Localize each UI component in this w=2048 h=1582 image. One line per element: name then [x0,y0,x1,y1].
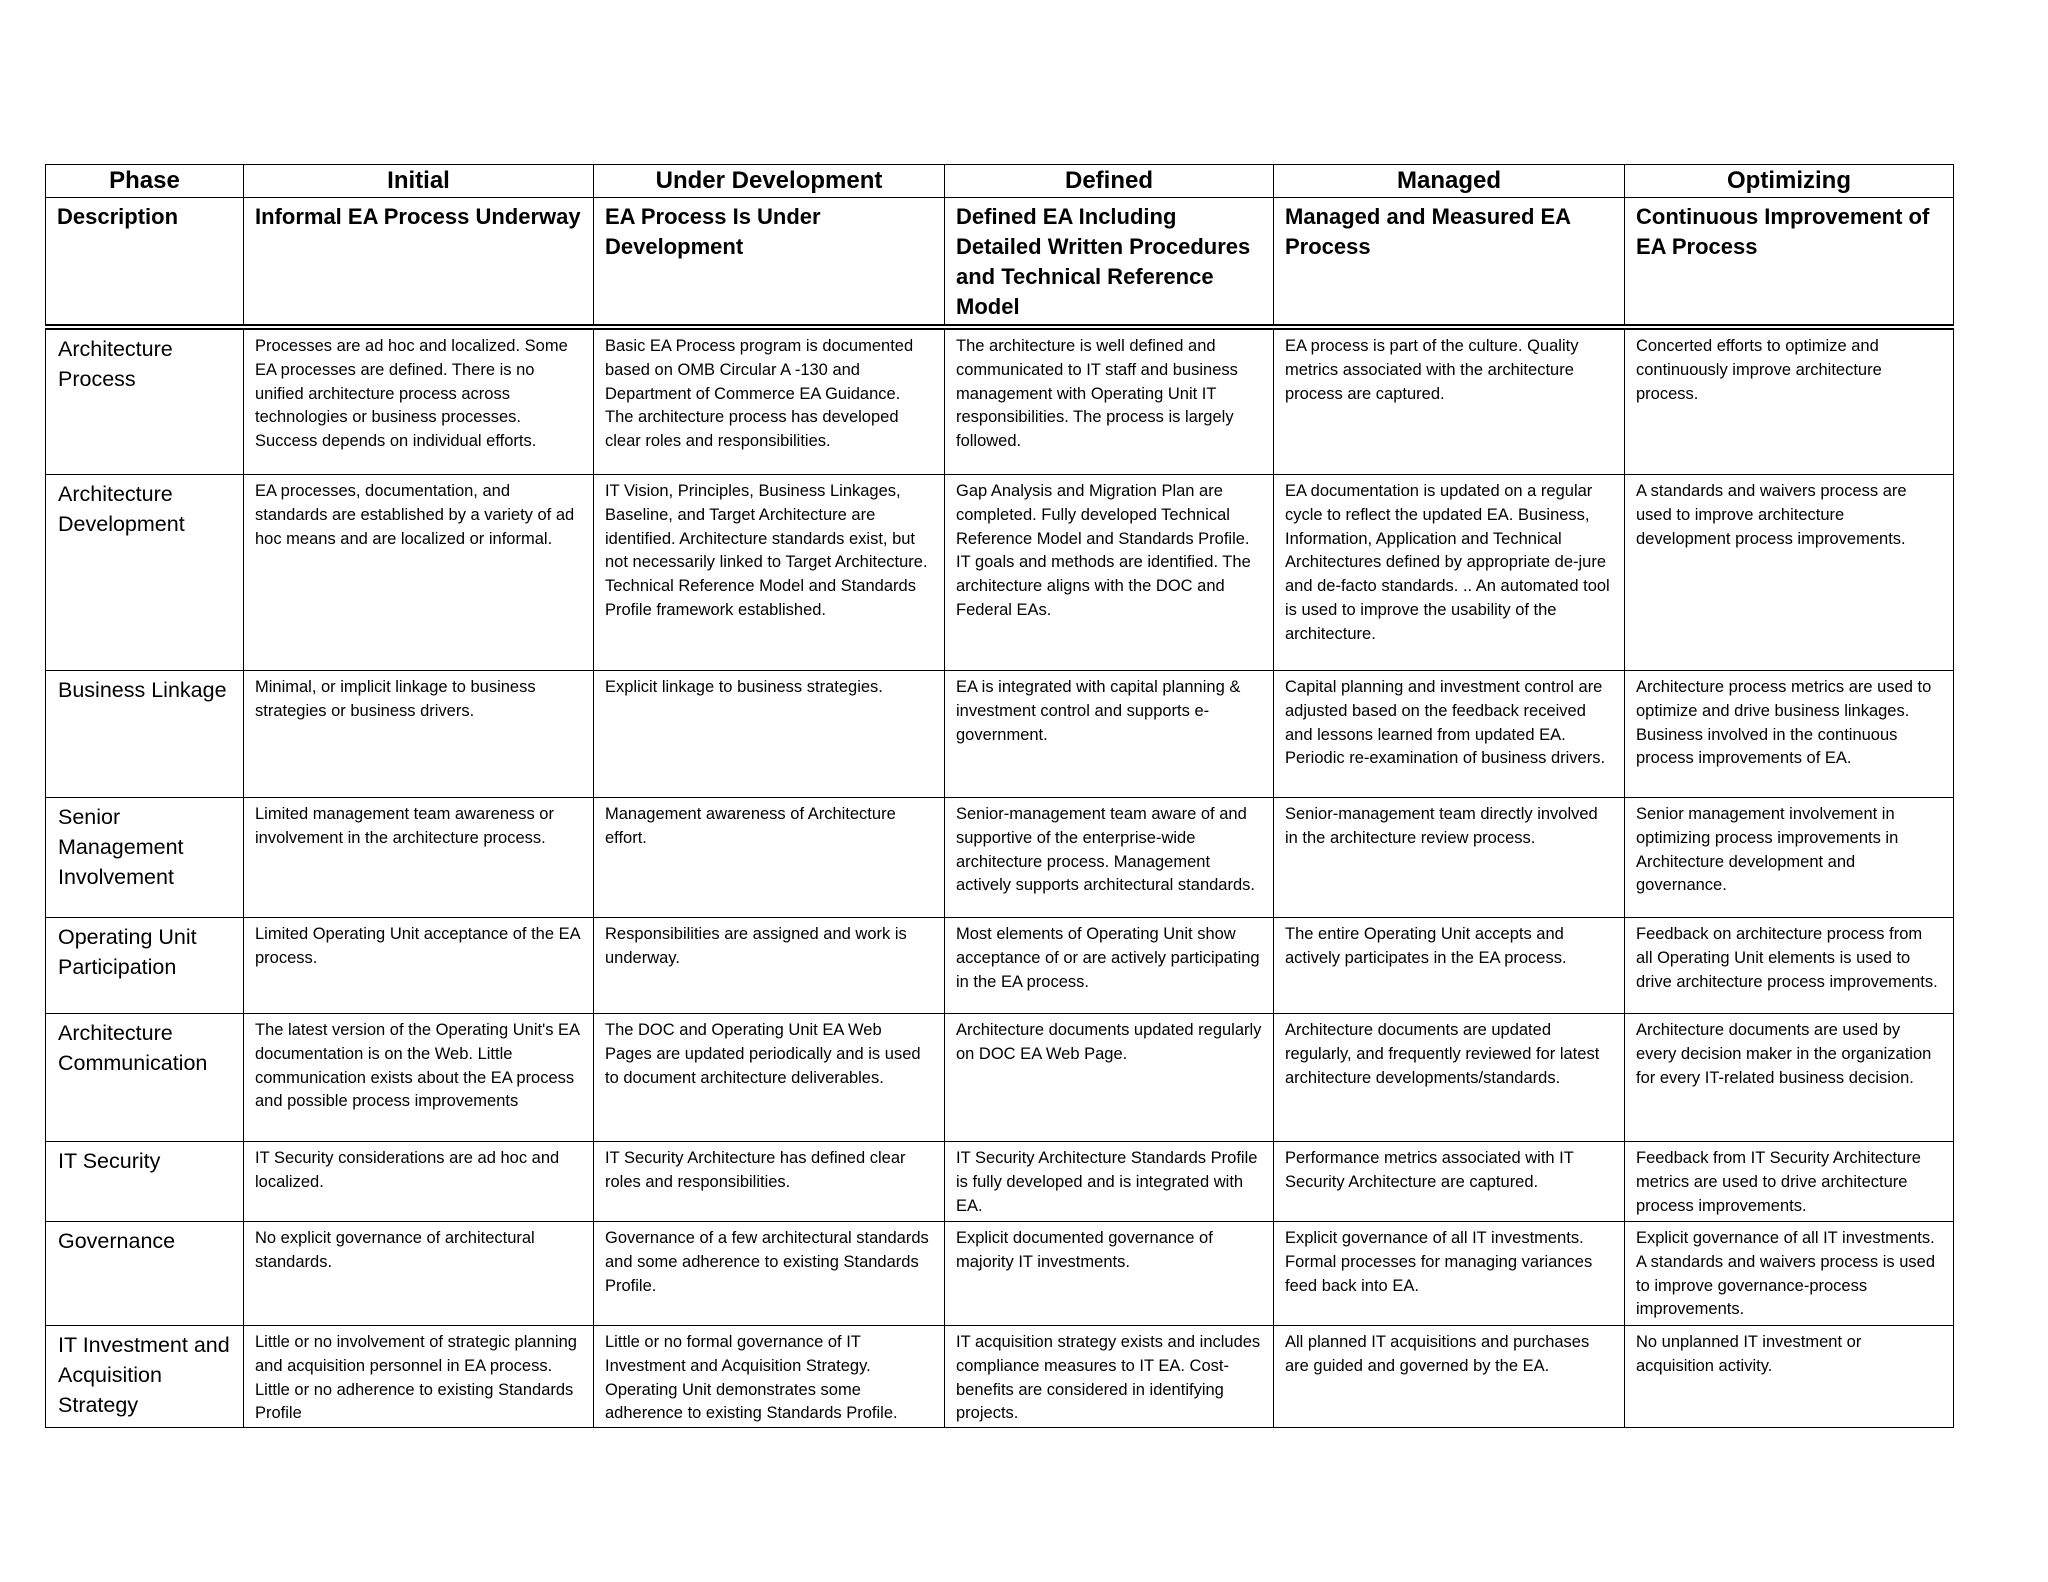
row-label: IT Investment and Acquisition Strategy [46,1326,244,1428]
table-cell: Performance metrics associated with IT Security Architecture are captured. [1274,1142,1625,1222]
table-cell: EA processes, documentation, and standards are established by a variety of ad hoc means and are localized or informal. [244,475,594,671]
ea-maturity-table [45,164,1954,1428]
table-row [46,798,1954,918]
table-cell: Responsibilities are assigned and work is underway. [594,918,945,1014]
phase-header-cell: Initial [244,165,594,198]
table-cell: Architecture documents are used by every decision maker in the organization for every IT-related business decision. [1625,1014,1954,1142]
table-cell: Limited Operating Unit acceptance of the EA process. [244,918,594,1014]
table-cell: EA process is part of the culture. Quality metrics associated with the architecture process are captured. [1274,327,1625,475]
row-label: Architecture Communication [46,1014,244,1142]
table-cell: Little or no formal governance of IT Investment and Acquisition Strategy. Operating Unit demonstrates some adherence to existing Standards Profile. [594,1326,945,1428]
table-cell: Gap Analysis and Migration Plan are completed. Fully developed Technical Reference Model and Standards Profile. IT goals and methods are identified. The architecture aligns with the DOC and Federal EAs. [945,475,1274,671]
table-cell: IT Security considerations are ad hoc and localized. [244,1142,594,1222]
table-row [46,1142,1954,1222]
table-cell: The DOC and Operating Unit EA Web Pages are updated periodically and is used to document architecture deliverables. [594,1014,945,1142]
row-label: Governance [46,1222,244,1326]
phase-header-row [46,165,1954,198]
table-cell: The entire Operating Unit accepts and actively participates in the EA process. [1274,918,1625,1014]
table-row [46,1014,1954,1142]
table-cell: Explicit documented governance of majority IT investments. [945,1222,1274,1326]
table-cell: The architecture is well defined and communicated to IT staff and business management with Operating Unit IT responsibilities. The process is largely followed. [945,327,1274,475]
table-row [46,327,1954,475]
table-cell: EA is integrated with capital planning & investment control and supports e-government. [945,671,1274,798]
description-header-row [46,198,1954,328]
table-row [46,1222,1954,1326]
table-cell: Processes are ad hoc and localized. Some EA processes are defined. There is no unified architecture process across technologies or business processes. Success depends on individual efforts. [244,327,594,475]
description-header-cell: Defined EA Including Detailed Written Procedures and Technical Reference Model [945,198,1274,328]
table-cell: Senior-management team directly involved in the architecture review process. [1274,798,1625,918]
table-cell: Basic EA Process program is documented based on OMB Circular A -130 and Department of Commerce EA Guidance. The architecture process has developed clear roles and responsibilities. [594,327,945,475]
row-label: Architecture Process [46,327,244,475]
table-cell: Explicit governance of all IT investments. A standards and waivers process is used to improve governance-process improvements. [1625,1222,1954,1326]
table-cell: EA documentation is updated on a regular cycle to reflect the updated EA. Business, Information, Application and Technical Architectures defined by appropriate de-jure and de-facto standards. .. An automated tool is used to improve the usability of the architecture. [1274,475,1625,671]
table-row [46,918,1954,1014]
row-label: IT Security [46,1142,244,1222]
table-cell: Feedback on architecture process from all Operating Unit elements is used to drive architecture process improvements. [1625,918,1954,1014]
phase-header-cell: Phase [46,165,244,198]
table-cell: Architecture process metrics are used to optimize and drive business linkages. Business involved in the continuous process improvements of EA. [1625,671,1954,798]
row-label: Architecture Development [46,475,244,671]
description-header-cell: EA Process Is Under Development [594,198,945,328]
table-cell: No unplanned IT investment or acquisition activity. [1625,1326,1954,1428]
table-cell: A standards and waivers process are used to improve architecture development process improvements. [1625,475,1954,671]
table-cell: Minimal, or implicit linkage to business strategies or business drivers. [244,671,594,798]
table-cell: IT Vision, Principles, Business Linkages, Baseline, and Target Architecture are identified. Architecture standards exist, but not necessarily linked to Target Architecture. Technical Reference Model and Standards Profile framework established. [594,475,945,671]
description-header-cell: Continuous Improvement of EA Process [1625,198,1954,328]
table-cell: Architecture documents updated regularly on DOC EA Web Page. [945,1014,1274,1142]
table-cell: The latest version of the Operating Unit's EA documentation is on the Web. Little communication exists about the EA process and possible process improvements [244,1014,594,1142]
table-cell: IT acquisition strategy exists and includes compliance measures to IT EA. Cost-benefits are considered in identifying projects. [945,1326,1274,1428]
table-cell: Management awareness of Architecture effort. [594,798,945,918]
table-cell: Senior management involvement in optimizing process improvements in Architecture development and governance. [1625,798,1954,918]
table-cell: Governance of a few architectural standards and some adherence to existing Standards Profile. [594,1222,945,1326]
table-cell: All planned IT acquisitions and purchases are guided and governed by the EA. [1274,1326,1625,1428]
table-cell: No explicit governance of architectural standards. [244,1222,594,1326]
phase-header-cell: Under Development [594,165,945,198]
table-cell: IT Security Architecture has defined clear roles and responsibilities. [594,1142,945,1222]
row-label: Senior Management Involvement [46,798,244,918]
table-row [46,475,1954,671]
table-row [46,1326,1954,1428]
table-cell: Most elements of Operating Unit show acceptance of or are actively participating in the EA process. [945,918,1274,1014]
table-row [46,671,1954,798]
table-cell: Little or no involvement of strategic planning and acquisition personnel in EA process. Little or no adherence to existing Standards Profile [244,1326,594,1428]
description-header-cell: Informal EA Process Underway [244,198,594,328]
table-cell: Architecture documents are updated regularly, and frequently reviewed for latest architecture developments/standards. [1274,1014,1625,1142]
phase-header-cell: Defined [945,165,1274,198]
table-cell: IT Security Architecture Standards Profile is fully developed and is integrated with EA. [945,1142,1274,1222]
table-cell: Senior-management team aware of and supportive of the enterprise-wide architecture process. Management actively supports architectural standards. [945,798,1274,918]
description-header-cell: Description [46,198,244,328]
phase-header-cell: Managed [1274,165,1625,198]
table-cell: Explicit linkage to business strategies. [594,671,945,798]
table-cell: Explicit governance of all IT investments. Formal processes for managing variances feed back into EA. [1274,1222,1625,1326]
table-cell: Concerted efforts to optimize and continuously improve architecture process. [1625,327,1954,475]
description-header-cell: Managed and Measured EA Process [1274,198,1625,328]
table-cell: Limited management team awareness or involvement in the architecture process. [244,798,594,918]
table-cell: Capital planning and investment control are adjusted based on the feedback received and lessons learned from updated EA. Periodic re-examination of business drivers. [1274,671,1625,798]
phase-header-cell: Optimizing [1625,165,1954,198]
row-label: Business Linkage [46,671,244,798]
table-cell: Feedback from IT Security Architecture metrics are used to drive architecture process improvements. [1625,1142,1954,1222]
row-label: Operating Unit Participation [46,918,244,1014]
